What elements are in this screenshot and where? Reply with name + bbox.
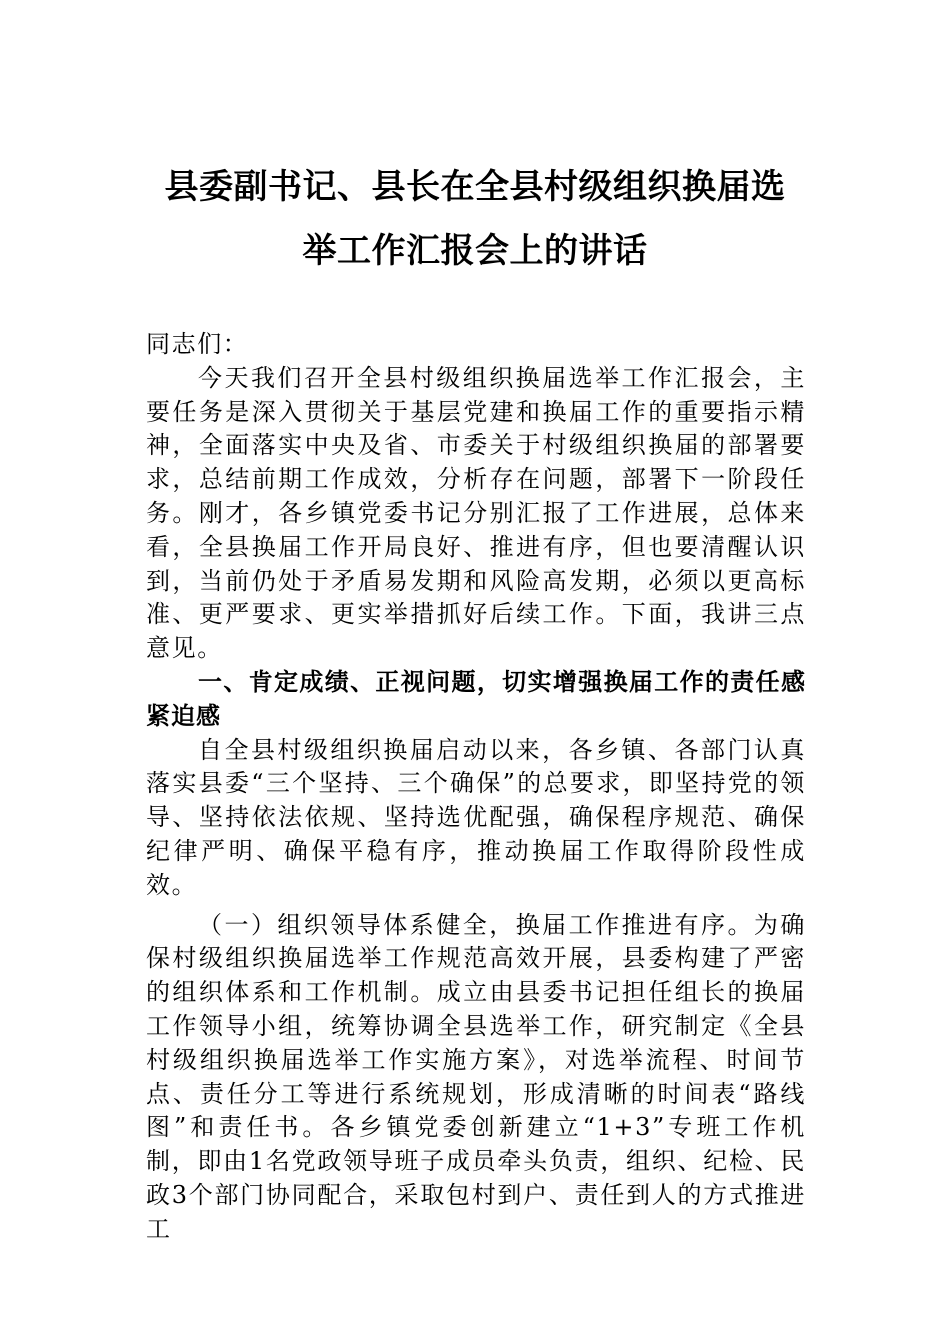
paragraph-subsection-1: （一）组织领导体系健全，换届工作推进有序。为确保村级组织换届选举工作规范高效开展，县委构建了严密的组织体系和工作机制。成立由县委书记担任组长的换届工作领导小组，统筹协调全县选举工作，研究制定《全县村级组织换届选举工作实施方案》，对选举流程、时间节点、责任分工等进行系统规划，形成清晰的时间表“路线图”和责任书。各乡镇党委创新建立“1+3”专班工作机制，即由1名党政领导班子成员牵头负责，组织、纪检、民政3个部门协同配合，采取包村到户、责任到人的方式推进工	[146, 910, 806, 1243]
document-body	[146, 328, 806, 1247]
document-title	[140, 155, 810, 283]
paragraph-intro: 今天我们召开全县村级组织换届选举工作汇报会，主要任务是深入贯彻关于基层党建和换届工作的重要指示精神，全面落实中央及省、市委关于村级组织换届的部署要求，总结前期工作成效，分析存在问题，部署下一阶段任务。刚才，各乡镇党委书记分别汇报了工作进展，总体来看，全县换届工作开局良好、推进有序，但也要清醒认识到，当前仍处于矛盾易发期和风险高发期，必须以更高标准、更严要求、更实举措抓好后续工作。下面，我讲三点意见。	[146, 363, 806, 663]
section-heading-1: 一、肯定成绩、正视问题，切实增强换届工作的责任感紧迫感	[146, 667, 806, 730]
paragraph-section-1: 自全县村级组织换届启动以来，各乡镇、各部门认真落实县委“三个坚持、三个确保”的总要求，即坚持党的领导、坚持依法依规、坚持选优配强，确保程序规范、确保纪律严明、确保平稳有序，推动换届工作取得阶段性成效。	[146, 735, 806, 899]
salutation: 同志们：	[146, 330, 249, 358]
title-line-1: 县委副书记、县长在全县村级组织换届选	[164, 167, 786, 207]
title-line-2: 举工作汇报会上的讲话	[302, 231, 648, 271]
